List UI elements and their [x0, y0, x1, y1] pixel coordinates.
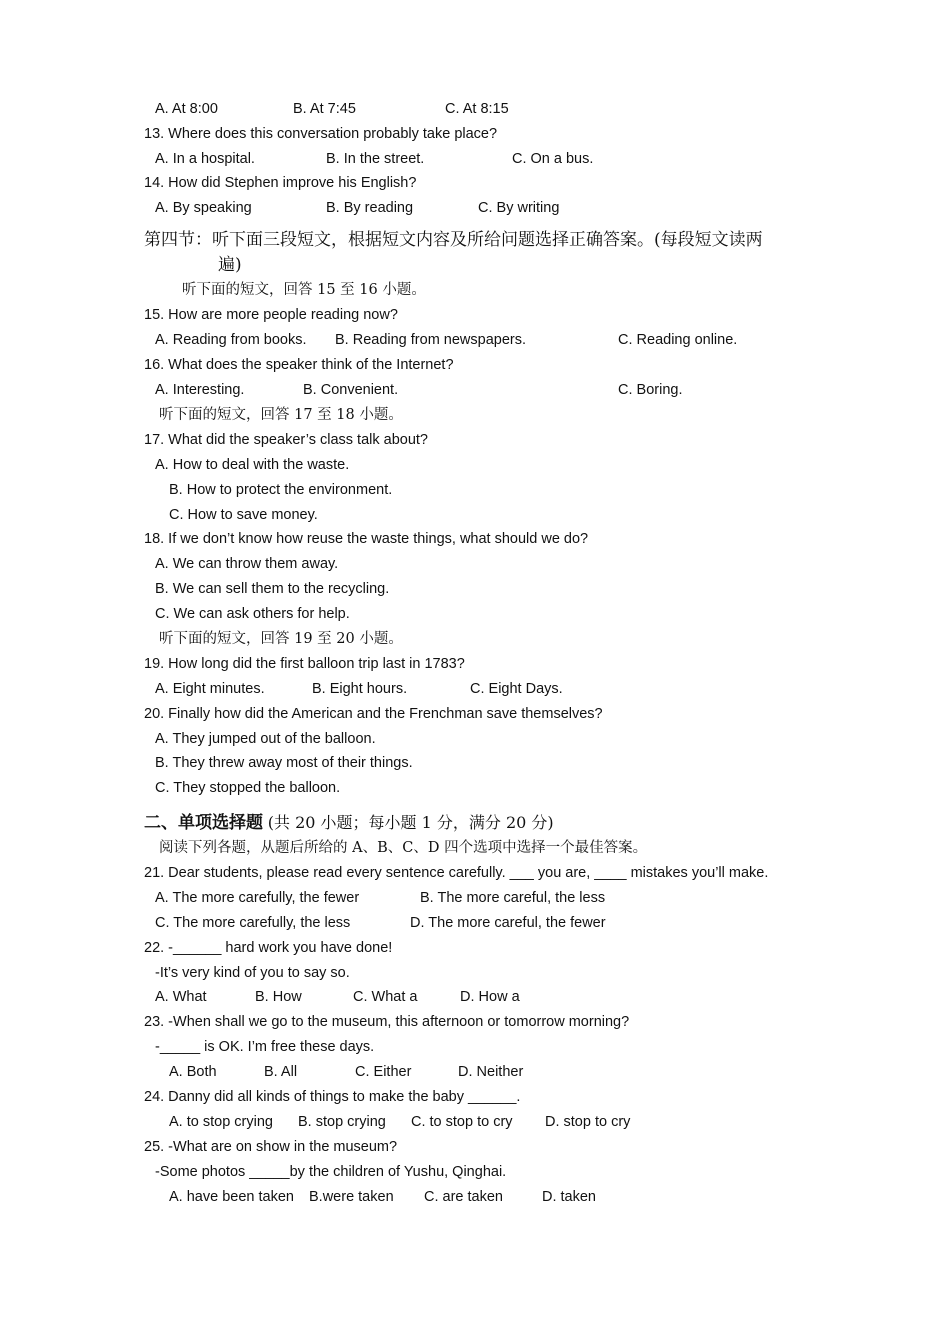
q22-reply: -It’s very kind of you to say so. — [155, 965, 350, 981]
question-24: 24. Danny did all kinds of things to make the baby ______. — [144, 1089, 521, 1105]
q23-option-a: A. Both — [169, 1064, 217, 1080]
q18-option-b: B. We can sell them to the recycling. — [155, 581, 390, 597]
passage2-intro: 听下面的短文，回答 17 至 18 小题。 — [159, 407, 403, 423]
q23-option-d: D. Neither — [458, 1064, 524, 1080]
q24-option-b: B. stop crying — [298, 1114, 386, 1130]
q19-option-b: B. Eight hours. — [312, 681, 408, 697]
passage3-intro: 听下面的短文，回答 19 至 20 小题。 — [159, 631, 403, 647]
q16-option-a: A. Interesting. — [155, 382, 245, 398]
question-23: 23. -When shall we go to the museum, this afternoon or tomorrow morning? — [144, 1014, 630, 1030]
q16-option-c: C. Boring. — [618, 382, 683, 398]
q12-option-b: B. At 7:45 — [293, 101, 356, 117]
q25-option-c: C. are taken — [424, 1189, 503, 1205]
q20-option-c: C. They stopped the balloon. — [155, 780, 341, 796]
q19-option-a: A. Eight minutes. — [155, 681, 265, 697]
q14-option-c: C. By writing — [478, 200, 560, 216]
q21-option-a: A. The more carefully, the fewer — [155, 890, 360, 906]
q13-option-b: B. In the street. — [326, 151, 425, 167]
question-14: 14. How did Stephen improve his English? — [144, 175, 417, 191]
q25-option-b: B.were taken — [309, 1189, 394, 1205]
question-21: 21. Dear students, please read every sentence carefully. ___ you are, ____ mistakes you’ll make. — [144, 865, 769, 881]
q12-option-a: A. At 8:00 — [155, 101, 218, 117]
q17-option-b: B. How to protect the environment. — [169, 482, 393, 498]
question-13: 13. Where does this conversation probably take place? — [144, 126, 498, 142]
q13-option-a: A. In a hospital. — [155, 151, 255, 167]
q12-option-c: C. At 8:15 — [445, 101, 509, 117]
q21-option-d: D. The more careful, the fewer — [410, 915, 606, 931]
q20-option-b: B. They threw away most of their things. — [155, 755, 413, 771]
question-17: 17. What did the speaker’s class talk about? — [144, 432, 428, 448]
q23-option-b: B. All — [264, 1064, 298, 1080]
q24-option-a: A. to stop crying — [169, 1114, 273, 1130]
question-19: 19. How long did the first balloon trip last in 1783? — [144, 656, 465, 672]
q20-option-a: A. They jumped out of the balloon. — [155, 731, 376, 747]
q24-option-d: D. stop to cry — [545, 1114, 631, 1130]
section2-instructions: 阅读下列各题，从题后所给的 A、B、C、D 四个选项中选择一个最佳答案。 — [159, 840, 648, 856]
section4-heading-line1: 第四节：听下面三段短文，根据短文内容及所给问题选择正确答案。(每段短文读两 — [144, 230, 763, 250]
q23-option-c: C. Either — [355, 1064, 412, 1080]
q22-option-d: D. How a — [460, 989, 520, 1005]
q14-option-b: B. By reading — [326, 200, 414, 216]
q18-option-a: A. We can throw them away. — [155, 556, 339, 572]
q16-option-b: B. Convenient. — [303, 382, 399, 398]
q22-option-b: B. How — [255, 989, 302, 1005]
q13-option-c: C. On a bus. — [512, 151, 594, 167]
question-16: 16. What does the speaker think of the Internet? — [144, 357, 454, 373]
q19-option-c: C. Eight Days. — [470, 681, 563, 697]
q15-option-a: A. Reading from books. — [155, 332, 307, 348]
q25-reply: -Some photos _____by the children of Yushu, Qinghai. — [155, 1164, 507, 1180]
question-20: 20. Finally how did the American and the Frenchman save themselves? — [144, 706, 603, 722]
question-15: 15. How are more people reading now? — [144, 307, 398, 323]
q23-reply: -_____ is OK. I’m free these days. — [155, 1039, 375, 1055]
q15-option-c: C. Reading online. — [618, 332, 738, 348]
section2-heading — [144, 813, 554, 833]
section2-title: 二、单项选择题 — [144, 813, 263, 833]
question-25: 25. -What are on show in the museum? — [144, 1139, 398, 1155]
question-18: 18. If we don’t know how reuse the waste things, what should we do? — [144, 531, 589, 547]
q17-option-c: C. How to save money. — [169, 507, 318, 523]
q25-option-a: A. have been taken — [169, 1189, 294, 1205]
passage1-intro: 听下面的短文，回答 15 至 16 小题。 — [182, 282, 426, 298]
q22-option-a: A. What — [155, 989, 207, 1005]
q22-option-c: C. What a — [353, 989, 418, 1005]
q15-option-b: B. Reading from newspapers. — [335, 332, 527, 348]
section2-note: (共 20 小题；每小题 1 分，满分 20 分) — [267, 813, 554, 832]
q14-option-a: A. By speaking — [155, 200, 252, 216]
q17-option-a: A. How to deal with the waste. — [155, 457, 350, 473]
q21-option-c: C. The more carefully, the less — [155, 915, 351, 931]
q24-option-c: C. to stop to cry — [411, 1114, 513, 1130]
section4-heading-line2: 遍) — [218, 255, 242, 275]
q25-option-d: D. taken — [542, 1189, 596, 1205]
q18-option-c: C. We can ask others for help. — [155, 606, 350, 622]
q21-option-b: B. The more careful, the less — [420, 890, 606, 906]
question-22: 22. -______ hard work you have done! — [144, 940, 393, 956]
